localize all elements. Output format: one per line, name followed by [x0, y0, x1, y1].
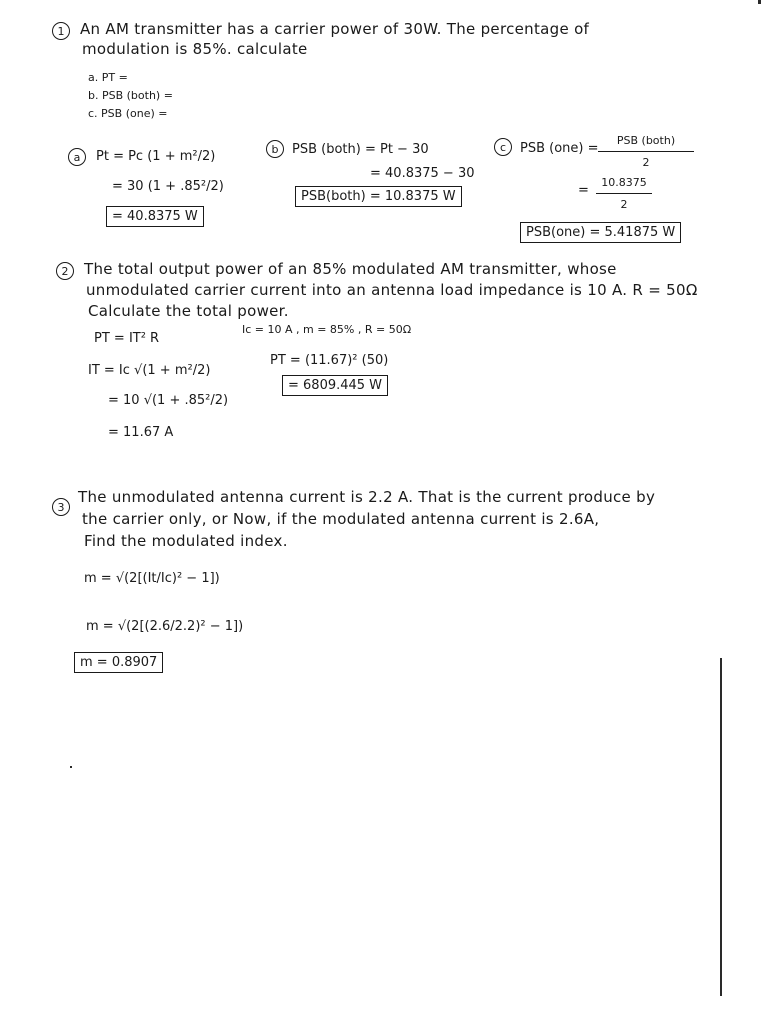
q2-current-substitution: = 10 √(1 + .85²/2): [108, 393, 229, 408]
question-1-line-2: modulation is 85%. calculate: [82, 40, 308, 58]
right-edge-line: [720, 658, 722, 996]
q1c-fraction-2-bar: [596, 193, 652, 194]
question-2-line-1: The total output power of an 85% modulated AM transmitter, whose: [84, 260, 617, 278]
q1-part-c-label: c: [494, 138, 512, 156]
q2-power-formula: PT = IT² R: [94, 331, 160, 346]
q1c-result: PSB(one) = 5.41875 W: [520, 222, 681, 243]
stray-dot: [70, 766, 72, 768]
q1b-substitution: = 40.8375 − 30: [370, 166, 475, 181]
q1c-fraction-1-denominator: 2: [642, 156, 650, 169]
q2-given-values: Ic = 10 A , m = 85% , R = 50Ω: [242, 323, 412, 336]
question-2-line-3: Calculate the total power.: [88, 302, 289, 320]
q1c-fraction-2-numerator: 10.8375: [601, 176, 647, 189]
q2-power-result: = 6809.445 W: [282, 375, 388, 396]
q1b-formula: PSB (both) = Pt − 30: [292, 142, 429, 157]
q1c-fraction-1-numerator: PSB (both): [616, 134, 676, 147]
q3-index-substitution: m = √(2[(2.6/2.2)² − 1]): [86, 619, 244, 634]
question-3-number: 3: [52, 498, 70, 516]
q2-current-result: = 11.67 A: [108, 425, 174, 440]
q1a-substitution: = 30 (1 + .85²/2): [112, 179, 224, 194]
q1-item-c: c. PSB (one) =: [88, 107, 168, 120]
q1c-fraction-2: [596, 176, 652, 211]
corner-mark: [758, 0, 761, 4]
q3-index-formula: m = √(2[(It/Ic)² − 1]): [84, 571, 220, 586]
question-3-line-1: The unmodulated antenna current is 2.2 A. That is the current produce by: [78, 488, 656, 506]
question-2-number: 2: [56, 262, 74, 280]
q1a-result: = 40.8375 W: [106, 206, 204, 227]
q1c-fraction-2-denominator: 2: [620, 198, 628, 211]
question-3-line-2: the carrier only, or Now, if the modulated antenna current is 2.6A,: [82, 510, 600, 528]
q2-current-formula: IT = Ic √(1 + m²/2): [88, 363, 211, 378]
q1-item-a: a. PT =: [88, 71, 128, 84]
q1-part-b-label: b: [266, 140, 284, 158]
question-3-line-3: Find the modulated index.: [84, 532, 288, 550]
question-1-number: 1: [52, 22, 70, 40]
q1a-formula: Pt = Pc (1 + m²/2): [96, 149, 216, 164]
q1c-fraction-1-bar: [598, 151, 694, 152]
q1c-lhs: PSB (one) =: [520, 141, 599, 156]
q1-part-a-label: a: [68, 148, 86, 166]
q1c-equals: =: [578, 183, 589, 198]
q3-index-result: m = 0.8907: [74, 652, 163, 673]
q1c-fraction-1: [598, 134, 694, 169]
question-2-line-2: unmodulated carrier current into an antenna load impedance is 10 A. R = 50Ω: [86, 281, 698, 299]
q1b-result: PSB(both) = 10.8375 W: [295, 186, 462, 207]
question-1-line-1: An AM transmitter has a carrier power of 30W. The percentage of: [80, 20, 590, 38]
q2-power-substitution: PT = (11.67)² (50): [270, 353, 389, 368]
q1-item-b: b. PSB (both) =: [88, 89, 173, 102]
